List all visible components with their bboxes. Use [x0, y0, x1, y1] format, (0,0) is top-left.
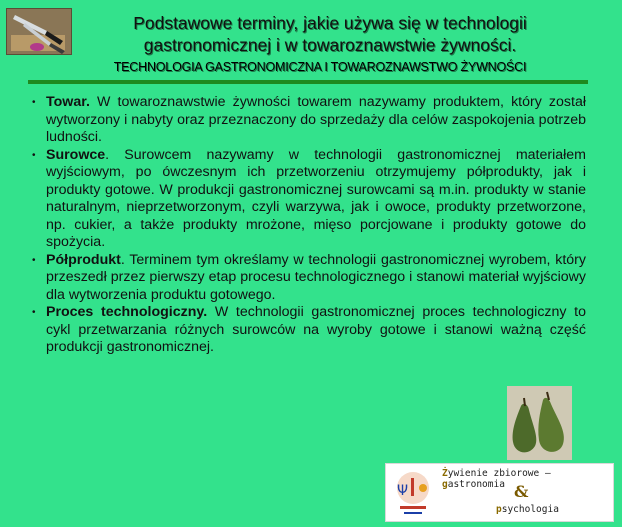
bullet-icon: •	[32, 307, 36, 318]
bullet-icon: •	[32, 97, 36, 108]
gastronomia-psychologia-logo-icon	[392, 468, 434, 518]
term-name: Półprodukt	[46, 251, 121, 268]
footer-logo	[385, 463, 614, 522]
page-subtitle: TECHNOLOGIA GASTRONOMICZNA I TOWAROZNAWSTWO ŻYWNOŚCI	[113, 60, 527, 74]
term-item-towar	[30, 94, 586, 147]
term-text: . Terminem tym określamy w technologii gastronomicznej wyrobem, który przeszedł przez pierwszy etap procesu technologicznego i stanowi materiał wyjściowy dla wytworzenia produktu gotowego.	[46, 251, 586, 303]
term-name: Towar.	[46, 94, 90, 110]
logo-ampersand: &	[514, 482, 529, 501]
knives-photo	[6, 8, 72, 55]
bullet-icon: •	[32, 254, 36, 266]
term-text: W towaroznawstwie żywności towarem nazywamy produktem, który został wytworzony i nabyty oraz przeznaczony do sprzedaży dla celów zaspokojenia potrzeb ludności.	[46, 94, 586, 145]
logo-text-line-1: Żywienie zbiorowe – gastronomia	[442, 468, 551, 490]
title-line-2: gastronomicznej i w towaroznawstwie żywności.	[143, 35, 517, 55]
divider-rule	[28, 80, 588, 84]
term-name: Surowce	[46, 146, 106, 163]
logo-text-line-3: psychologia	[496, 504, 559, 515]
terms-list	[30, 94, 586, 357]
term-item-polprodukt	[30, 252, 586, 305]
pears-photo	[507, 386, 572, 460]
term-item-surowce	[30, 147, 586, 252]
term-text: . Surowcem nazywamy w technologii gastronomicznej materiałem wyjściowym, po ówczesnym ich przetworzeniu otrzymujemy półprodukty, jak i produkty gotowe. W produkcji gastronomicznej surowcami są m.in. produkty w stanie naturalnym, nieprzetworzonym, czyli warzywa, jak i owoce, produkty przetworzone, np. cukier, a także produkty mrożone, mięso porcjowane i produkty gotowe do spożycia.	[46, 146, 586, 250]
term-item-proces	[30, 304, 586, 357]
term-name: Proces technologiczny.	[46, 304, 208, 320]
term-text: W technologii gastronomicznej proces technologiczny to cykl przetwarzania różnych surowców na wyroby gotowe i stanowi ważną część produkcji gastronomicznej.	[46, 304, 586, 355]
bullet-icon: •	[32, 149, 36, 161]
svg-text:Ψ: Ψ	[397, 483, 409, 499]
title-line-1: Podstawowe terminy, jakie używa się w technologii	[133, 13, 527, 33]
page-title	[80, 12, 580, 56]
